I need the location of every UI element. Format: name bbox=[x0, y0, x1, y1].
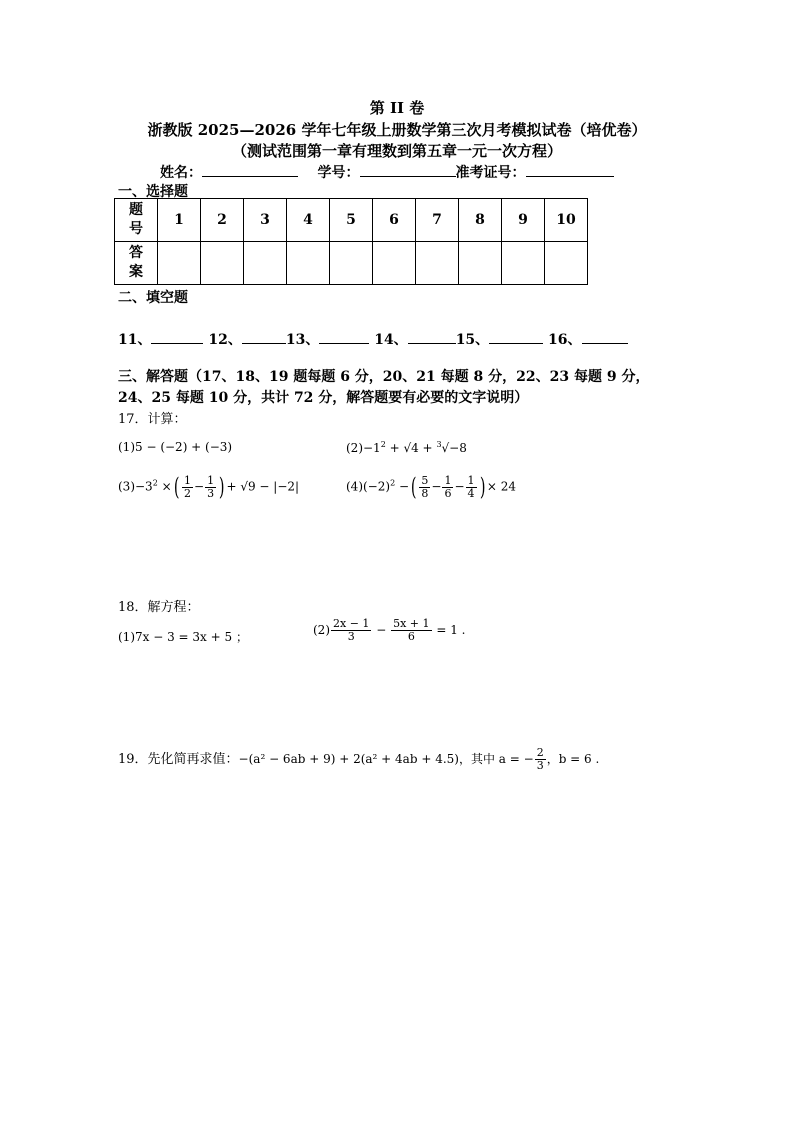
answer-label: 答案 bbox=[115, 242, 158, 285]
q17-part3: $(3)-3^2$ ×( $\frac{1}{2}$ − $\frac{1}{3}$ ) + √9 − |−2| bbox=[118, 473, 300, 501]
exam-number-blank[interactable] bbox=[526, 162, 614, 177]
fill-item-label: 14、 bbox=[374, 332, 408, 348]
answer-cell[interactable] bbox=[459, 242, 502, 285]
fill-blank[interactable] bbox=[489, 329, 543, 344]
q17-part2: $(2)-1^2 + √4 + ^3√-8$ bbox=[346, 440, 467, 455]
question-number: 3 bbox=[244, 199, 287, 242]
answer-cell[interactable] bbox=[545, 242, 588, 285]
fill-item-label: 15、 bbox=[455, 332, 490, 348]
question-number: 4 bbox=[287, 199, 330, 242]
fill-blank[interactable] bbox=[242, 329, 286, 344]
name-label: 姓名： bbox=[160, 165, 202, 181]
answer-cell[interactable] bbox=[373, 242, 416, 285]
fill-item-label: 12、 bbox=[208, 332, 242, 348]
q18-part2: (2) $\frac{2x - 1}{3}$ − $\frac{5x + 1}{6}$ = 1 . bbox=[313, 617, 466, 643]
question-number: 7 bbox=[416, 199, 459, 242]
exam-title: 浙教版 2025—2026 学年七年级上册数学第三次月考模拟试卷（培优卷） bbox=[147, 121, 647, 139]
exam-number-label: 准考证号： bbox=[455, 165, 526, 181]
q17-label: 17．计算： bbox=[118, 412, 187, 427]
q19-line: 19．先化简再求值：−(a² − 6ab + 9) + 2(a² + 4ab + 4.5)，其中 a = − $\frac{2}{3}$ ，b = 6 . bbox=[118, 746, 600, 772]
answer-cell[interactable] bbox=[416, 242, 459, 285]
answer-cell[interactable] bbox=[158, 242, 201, 285]
question-number-label: 题号 bbox=[115, 199, 158, 242]
student-info-line bbox=[160, 162, 614, 182]
fill-blank[interactable] bbox=[408, 329, 456, 344]
fill-blank-line bbox=[118, 329, 628, 349]
fill-item-label: 16、 bbox=[548, 332, 582, 348]
answer-cell[interactable] bbox=[502, 242, 545, 285]
fill-item-label: 11、 bbox=[118, 332, 152, 348]
section1-title: 一、选择题 bbox=[118, 184, 188, 200]
q19-label: 19．先化简再求值： bbox=[118, 752, 239, 767]
fill-item-label: 13、 bbox=[285, 332, 320, 348]
answer-cell[interactable] bbox=[287, 242, 330, 285]
q17-part4: $(4)(-2)^2$ −( $\frac{5}{8}$ − $\frac{1}{6}$ − $\frac{1}{4}$ ) × 24 bbox=[346, 473, 517, 501]
volume-title: 第 II 卷 bbox=[369, 99, 425, 117]
section3-title-line2: 24、25 每题 10 分，共计 72 分，解答题要有必要的文字说明） bbox=[118, 390, 529, 406]
section3-title-line1: 三、解答题（17、18、19 题每题 6 分，20、21 每题 8 分，22、23 每题 9 分， bbox=[118, 369, 650, 385]
q19-expression: −(a² − 6ab + 9) + 2(a² + 4ab + 4.5)，其中 a = − bbox=[238, 752, 534, 766]
question-number: 2 bbox=[201, 199, 244, 242]
exam-scope: （测试范围第一章有理数到第五章一元一次方程） bbox=[231, 142, 562, 160]
q18-part1: (1)7x − 3 = 3x + 5 ； bbox=[118, 630, 248, 644]
fill-blank[interactable] bbox=[582, 329, 628, 344]
answer-cell[interactable] bbox=[330, 242, 373, 285]
student-id-label: 学号： bbox=[317, 165, 360, 181]
answer-cell[interactable] bbox=[201, 242, 244, 285]
question-number: 6 bbox=[373, 199, 416, 242]
question-number: 5 bbox=[330, 199, 373, 242]
q19-tail: ，b = 6 . bbox=[546, 752, 600, 766]
question-number: 9 bbox=[502, 199, 545, 242]
question-number: 1 bbox=[158, 199, 201, 242]
section2-title: 二、填空题 bbox=[118, 290, 188, 306]
q17-part1: (1)5 − (−2) + (−3) bbox=[118, 440, 233, 454]
answer-table bbox=[114, 198, 588, 285]
fill-blank[interactable] bbox=[319, 329, 369, 344]
fill-blank[interactable] bbox=[151, 329, 203, 344]
name-blank[interactable] bbox=[202, 162, 298, 177]
question-number: 10 bbox=[545, 199, 588, 242]
student-id-blank[interactable] bbox=[360, 162, 456, 177]
answer-cell[interactable] bbox=[244, 242, 287, 285]
question-number: 8 bbox=[459, 199, 502, 242]
q18-label: 18．解方程： bbox=[118, 600, 200, 615]
